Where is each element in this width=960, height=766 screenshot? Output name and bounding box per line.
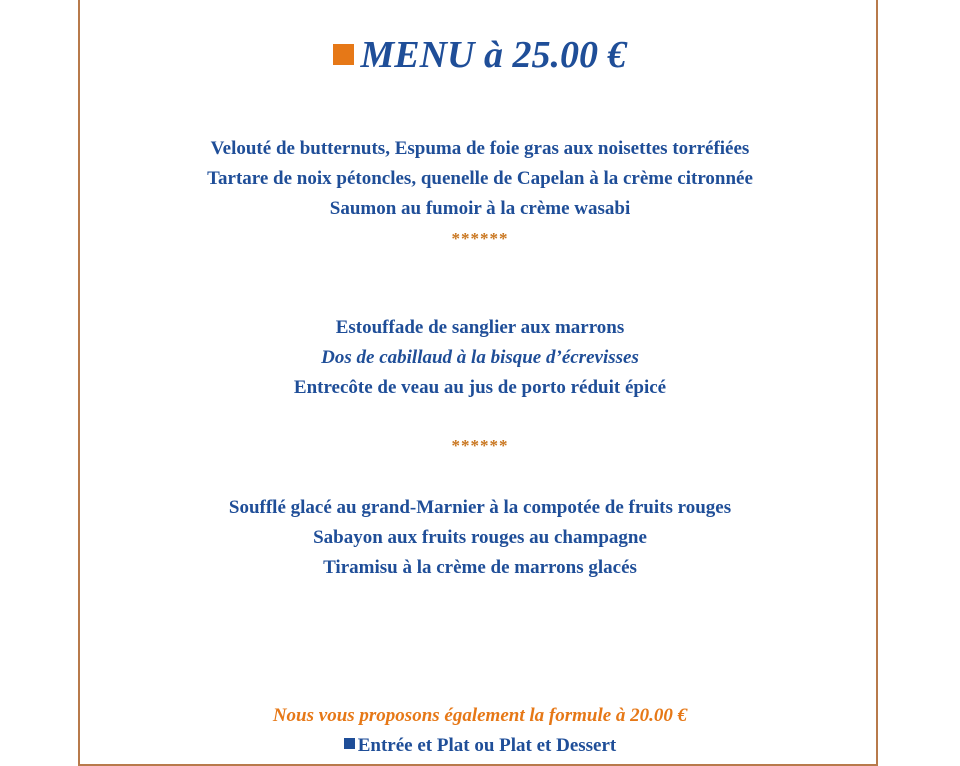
orange-square-bullet-icon — [333, 44, 354, 65]
formula-text: Nous vous proposons également la formule à 20.00 € — [272, 705, 688, 726]
menu-title — [0, 32, 960, 78]
separator-1: ****** — [451, 229, 509, 248]
blue-square-bullet-icon — [344, 738, 355, 749]
dessert-item-3: Tiramisu à la crème de marrons glacés — [323, 557, 637, 578]
menu-title-text: MENU à 25.00 € — [360, 34, 627, 76]
dessert-item-2: Sabayon aux fruits rouges au champagne — [313, 527, 647, 548]
plat-item-2: Dos de cabillaud à la bisque d’écrevisses — [321, 347, 639, 368]
separator-2: ****** — [451, 436, 509, 455]
formula-options-text: Entrée et Plat ou Plat et Dessert — [357, 735, 617, 756]
formula-options — [0, 734, 960, 758]
plat-item-1: Estouffade de sanglier aux marrons — [335, 317, 625, 338]
plat-item-3: Entrecôte de veau au jus de porto réduit épicé — [293, 377, 667, 398]
entree-item-3: Saumon au fumoir à la crème wasabi — [329, 198, 631, 219]
dessert-item-1: Soufflé glacé au grand-Marnier à la compotée de fruits rouges — [228, 497, 732, 518]
entree-item-2: Tartare de noix pétoncles, quenelle de Capelan à la crème citronnée — [207, 168, 753, 189]
entree-item-1: Velouté de butternuts, Espuma de foie gras aux noisettes torréfiées — [210, 138, 750, 159]
